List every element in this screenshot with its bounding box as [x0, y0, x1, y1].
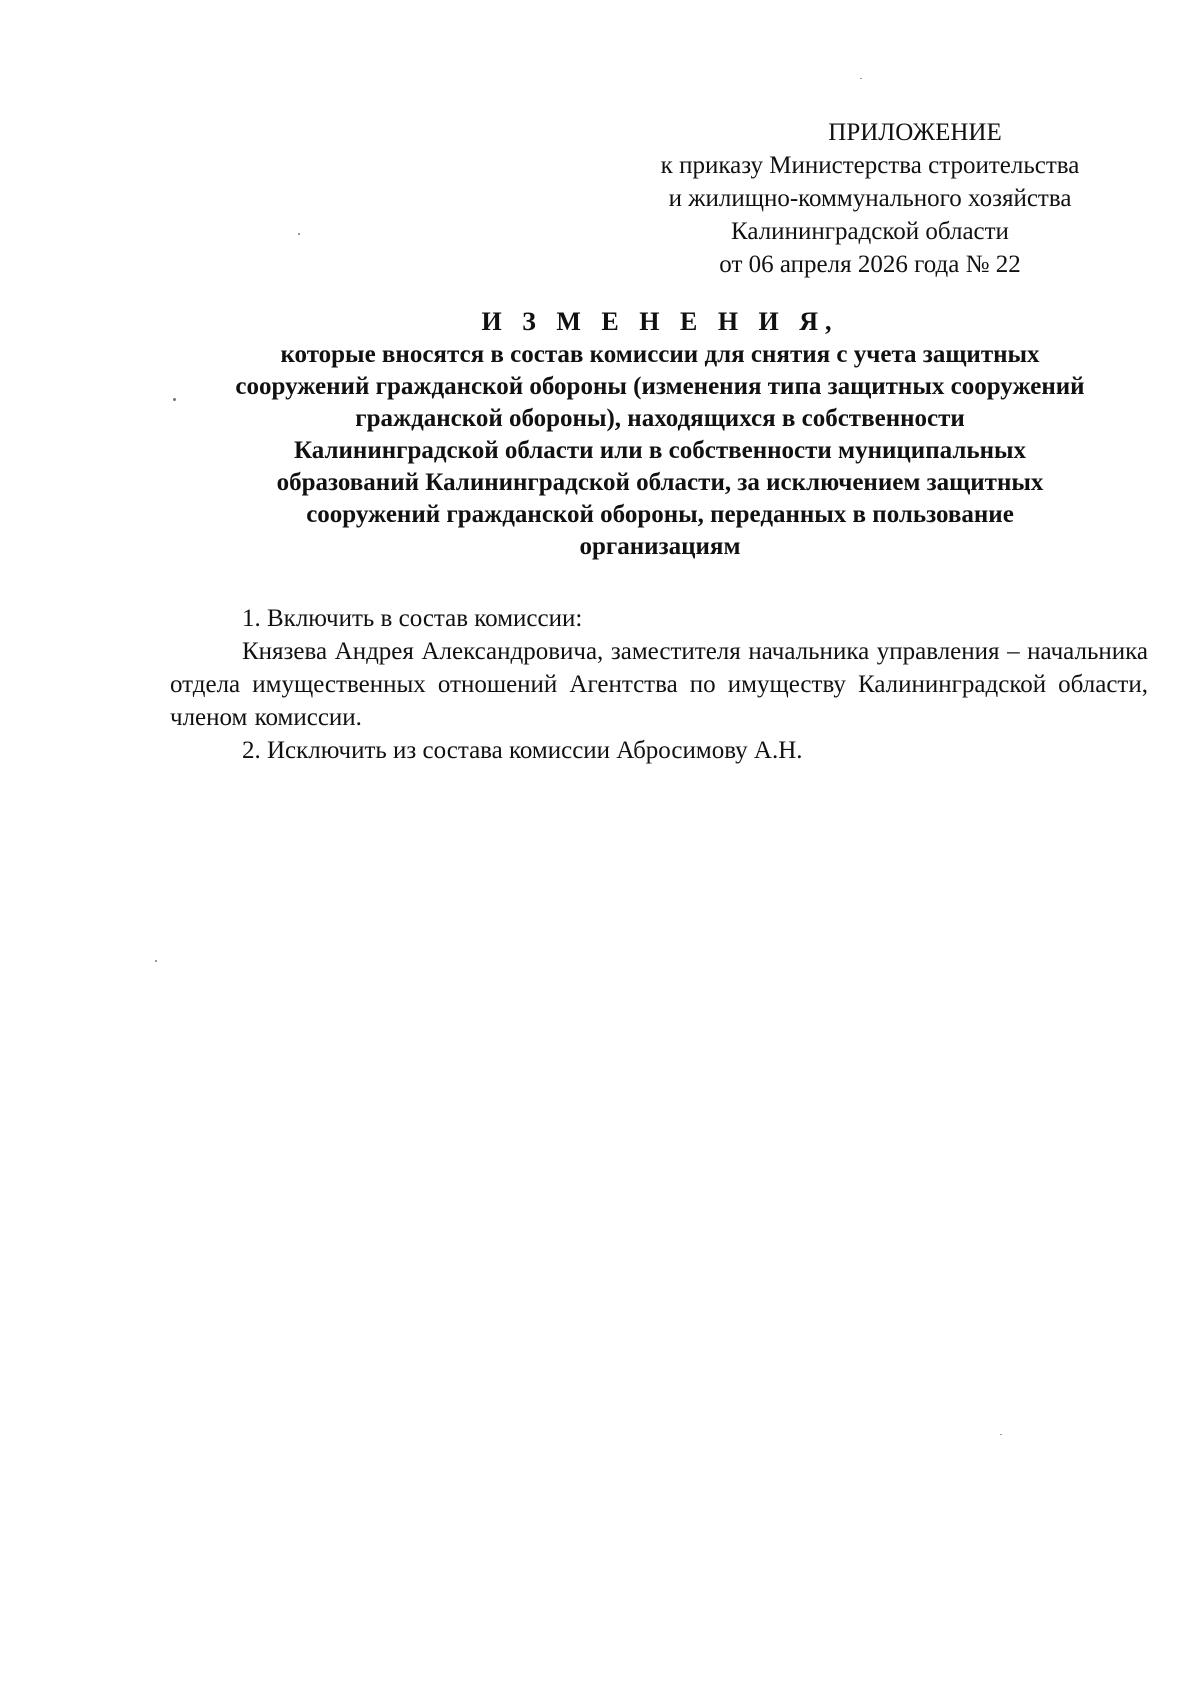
- heading-title: И З М Е Н Е Н И Я,: [481, 307, 839, 336]
- scan-speck: [155, 960, 157, 962]
- heading-line: Калининградской области или в собственности муниципальных: [293, 437, 1026, 464]
- scan-speck: [173, 398, 176, 401]
- scan-speck: [860, 78, 862, 79]
- heading-line: гражданской обороны), находящихся в собственности: [355, 405, 965, 432]
- heading-line: которые вносятся в состав комиссии для снятия с учета защитных: [280, 341, 1040, 368]
- appendix-line-1: к приказу Министерства строительства: [660, 152, 1080, 179]
- heading-line: сооружений гражданской обороны (изменения типа защитных сооружений: [235, 373, 1085, 400]
- appendix-title: ПРИЛОЖЕНИЕ: [828, 119, 1002, 146]
- scan-speck: [1000, 1434, 1002, 1435]
- document-body: [170, 602, 1148, 767]
- scan-speck: [298, 233, 300, 235]
- item-1-text: Князева Андрея Александровича, заместителя начальника управления – начальника отдела имущественных отношений Агентства по имуществу Калининградской области, членом комиссии.: [170, 638, 1148, 731]
- heading-line: образований Калининградской области, за исключением защитных: [276, 469, 1044, 496]
- heading-line: организациям: [579, 533, 741, 560]
- appendix-block: [600, 116, 1140, 281]
- appendix-date-line: от 06 апреля 2026 года № 22: [719, 251, 1021, 278]
- item-1-heading: 1. Включить в состав комиссии:: [242, 605, 583, 632]
- heading-line: сооружений гражданской обороны, переданных в пользование: [306, 501, 1014, 528]
- item-2-text: 2. Исключить из состава комиссии Абросимову А.Н.: [242, 737, 803, 764]
- document-heading: [150, 306, 1170, 563]
- appendix-line-3: Калининградской области: [731, 218, 1009, 245]
- appendix-line-2: и жилищно-коммунального хозяйства: [668, 185, 1072, 212]
